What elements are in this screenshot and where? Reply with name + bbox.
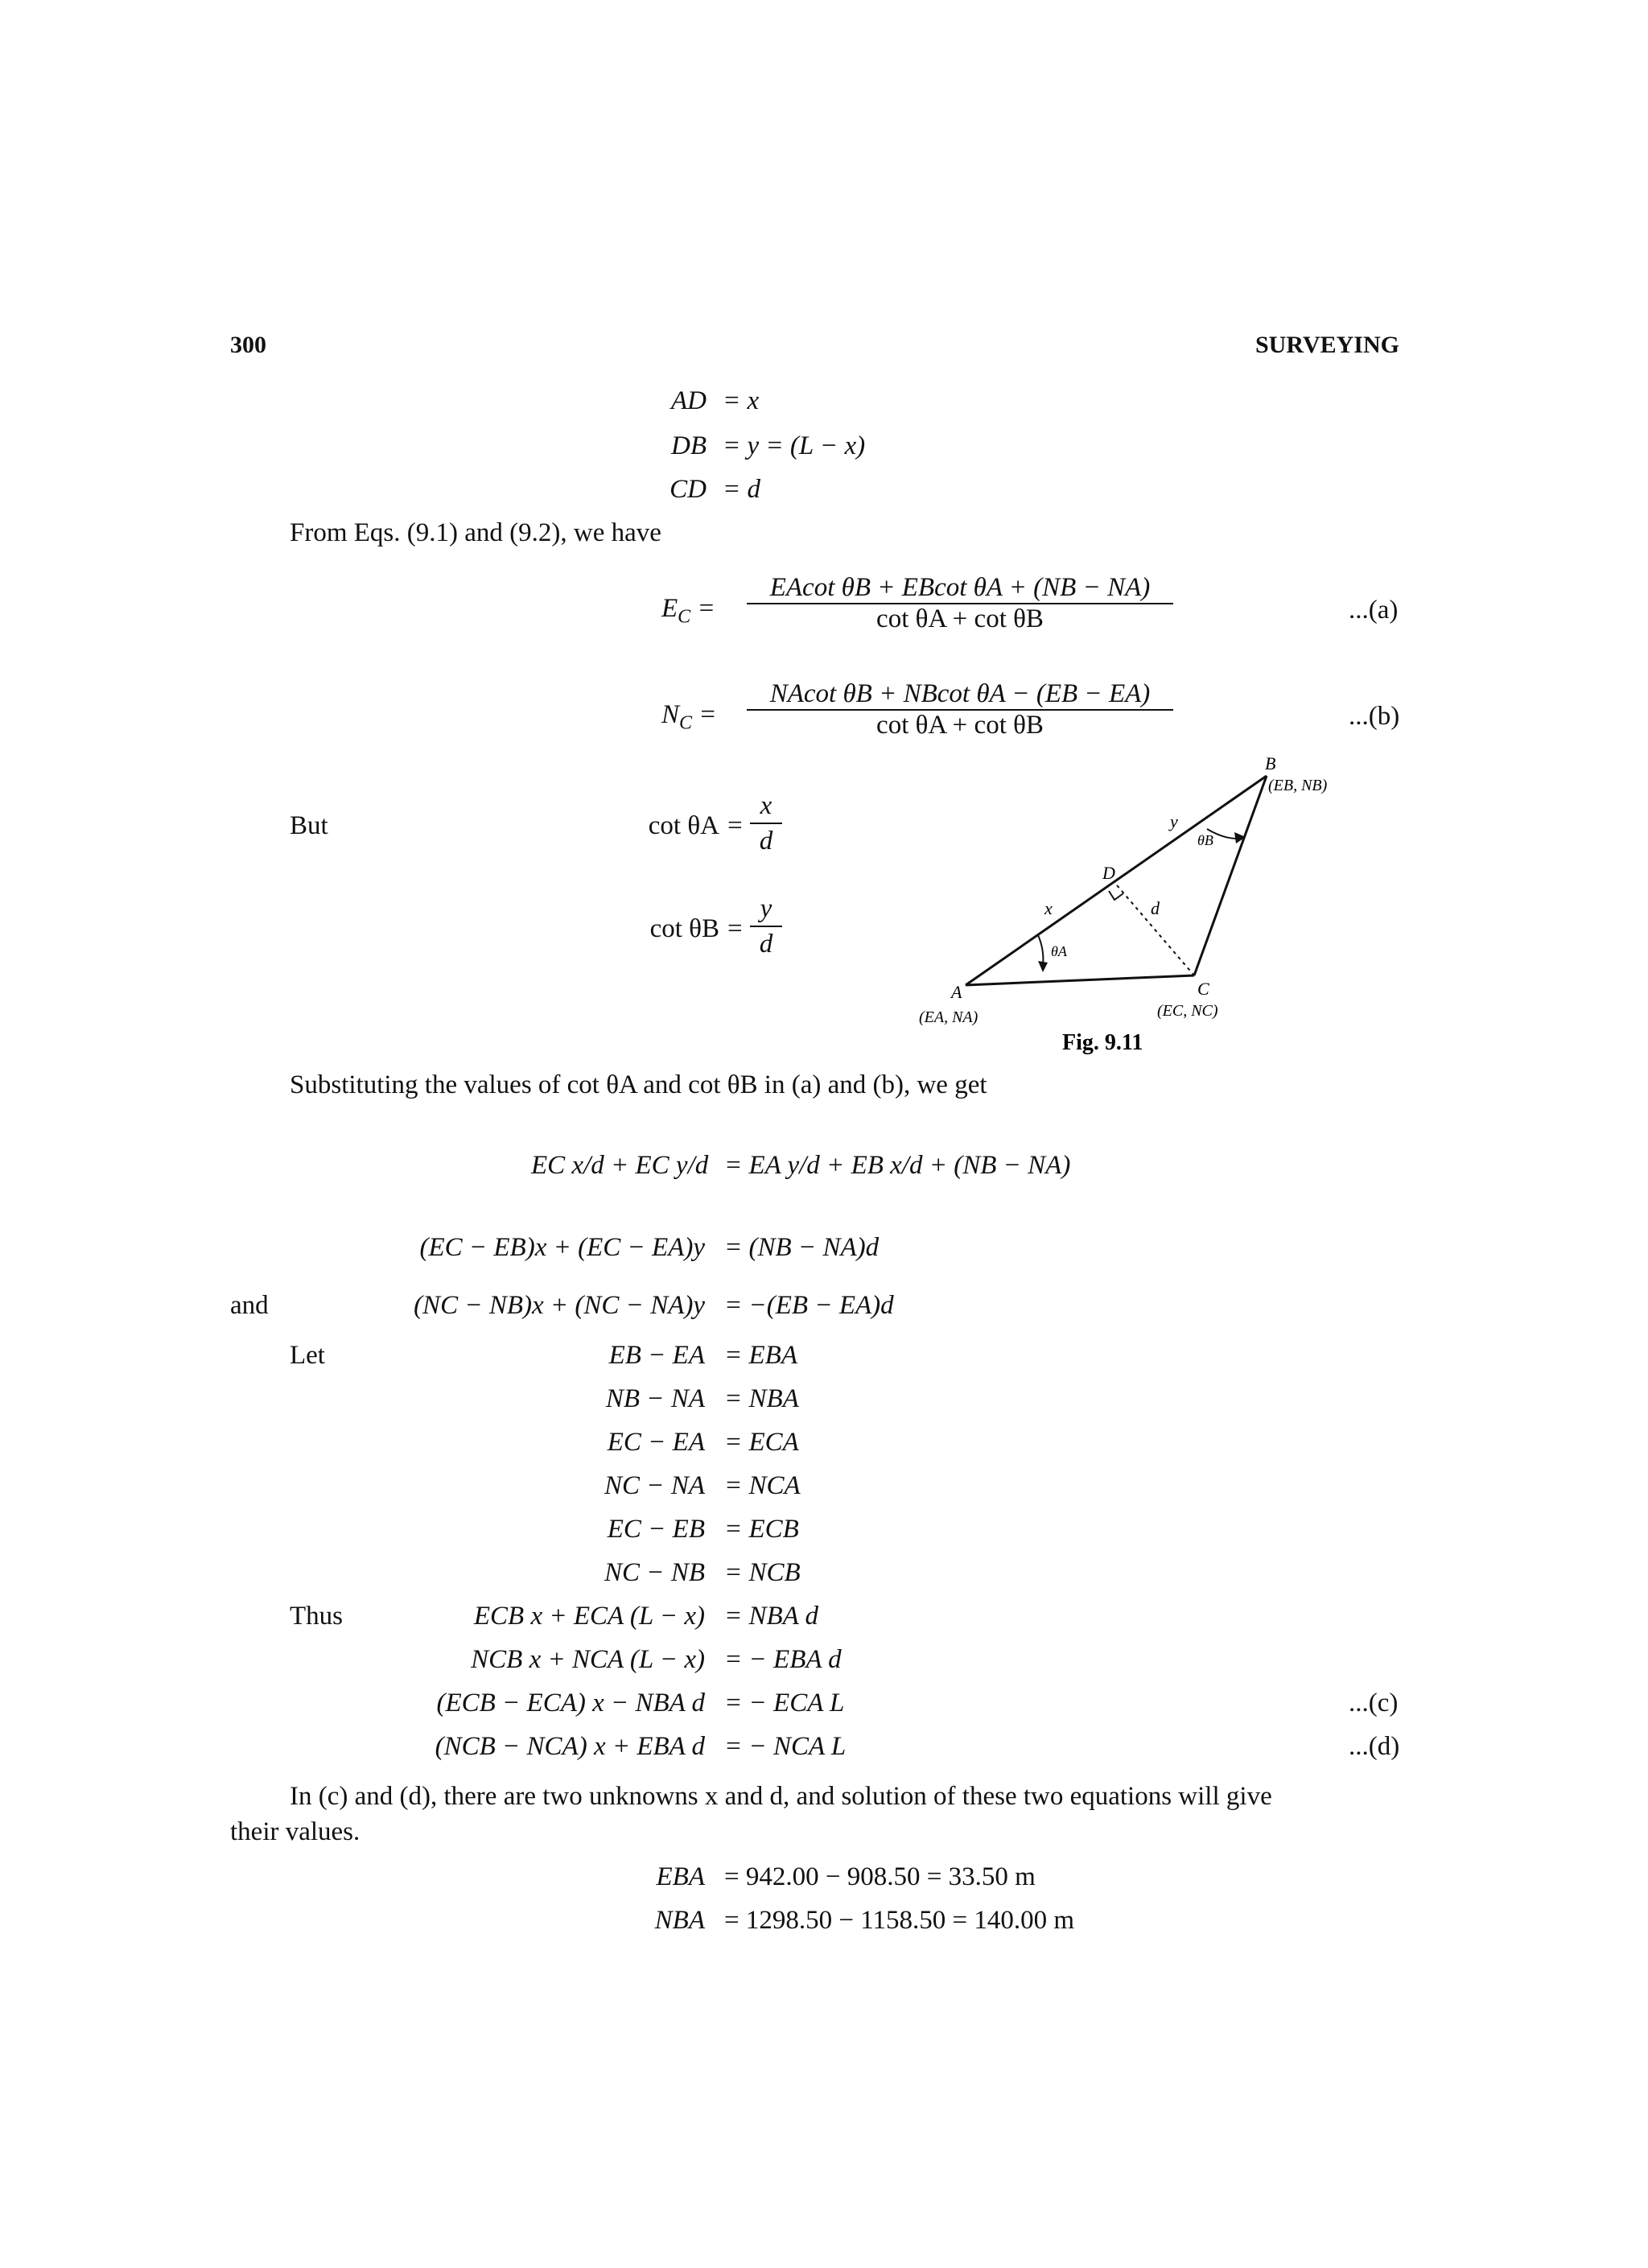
thus-eq-rhs: = − NCA L xyxy=(724,1732,847,1761)
eq-b-fraction xyxy=(747,679,1173,740)
eq-lin2-lhs: (NC − NB)x + (NC − NA)y xyxy=(414,1291,705,1320)
right-angle-mark xyxy=(1109,891,1123,900)
cot-b-fraction xyxy=(750,892,782,961)
let-def-rhs: = NBA xyxy=(724,1384,799,1413)
cot-b-num: y xyxy=(760,894,772,923)
def-ad-rhs: = x xyxy=(723,386,760,415)
and-label: and xyxy=(230,1291,269,1320)
eq-c-tag: ...(c) xyxy=(1349,1689,1399,1717)
label-d: D xyxy=(1102,863,1115,883)
running-title: SURVEYING xyxy=(1255,332,1399,358)
cot-a-den: d xyxy=(759,827,773,856)
value-eba-lhs: EBA xyxy=(656,1862,705,1891)
label-c: C xyxy=(1197,979,1209,999)
value-nba-lhs: NBA xyxy=(654,1906,705,1935)
conclusion-line-2: their values. xyxy=(230,1817,360,1846)
let-def-lhs: NB − NA xyxy=(605,1384,705,1413)
coord-b: (EB, NB) xyxy=(1268,777,1328,794)
eq-lin1-rhs: = (NB − NA)d xyxy=(724,1233,880,1262)
let-def-rhs: = ECB xyxy=(724,1515,799,1544)
eq-lin1-lhs: (EC − EB)x + (EC − EA)y xyxy=(419,1233,705,1262)
cot-b-lhs: cot θB xyxy=(649,914,719,943)
eq-a-lhs: $E_C$ = xyxy=(661,594,715,628)
let-def-rhs: = EBA xyxy=(724,1341,797,1370)
thus-eq-rhs: = − EBA d xyxy=(724,1645,842,1674)
cot-a-equals: = xyxy=(727,811,743,840)
def-ad-lhs: AD xyxy=(671,386,707,415)
thus-label: Thus xyxy=(290,1602,343,1631)
def-db-rhs: = y = (L − x) xyxy=(723,431,866,460)
let-def-lhs: EB − EA xyxy=(608,1341,705,1370)
let-def-rhs: = ECA xyxy=(724,1428,799,1457)
eq-lin2-rhs: = −(EB − EA)d xyxy=(724,1291,894,1320)
but-label: But xyxy=(290,811,328,840)
def-cd-lhs: CD xyxy=(670,475,707,504)
value-nba-rhs: = 1298.50 − 1158.50 = 140.00 m xyxy=(724,1906,1075,1935)
page-number: 300 xyxy=(230,332,266,358)
thus-eq-lhs: ECB x + ECA (L − x) xyxy=(473,1602,705,1631)
def-db-lhs: DB xyxy=(671,431,707,460)
angle-a-label: θA xyxy=(1051,943,1067,959)
cot-a-num: x xyxy=(760,791,772,820)
angle-b-label: θB xyxy=(1197,832,1213,848)
eq-b-lhs: $N_C$ = xyxy=(661,700,717,734)
label-b: B xyxy=(1265,753,1276,773)
eq-b-numerator: NAcot θB + NBcot θA − (EB − EA) xyxy=(769,679,1151,708)
thus-eq-rhs: = NBA d xyxy=(724,1602,818,1631)
eq-a-tag: ...(a) xyxy=(1349,596,1399,625)
cot-a-lhs: cot θA xyxy=(648,811,719,840)
let-def-lhs: NC − NA xyxy=(604,1471,705,1500)
eq-b-tag: ...(b) xyxy=(1349,702,1400,731)
let-def-lhs: EC − EB xyxy=(607,1515,705,1544)
cot-b-den: d xyxy=(759,930,773,959)
angle-b-arrow xyxy=(1234,832,1246,843)
line-ac xyxy=(966,975,1194,985)
eq-a-fraction xyxy=(747,573,1173,634)
eq-d-tag: ...(d) xyxy=(1349,1732,1400,1761)
let-def-rhs: = NCB xyxy=(724,1558,801,1587)
let-def-lhs: EC − EA xyxy=(607,1428,705,1457)
conclusion-line-1: In (c) and (d), there are two unknowns x and d, and solution of these two equations will give xyxy=(290,1782,1272,1811)
let-def-rhs: = NCA xyxy=(724,1471,801,1500)
coord-a: (EA, NA) xyxy=(919,1008,978,1026)
intro-text: From Eqs. (9.1) and (9.2), we have xyxy=(290,518,661,547)
eq-a-numerator: EAcot θB + EBcot θA + (NB − NA) xyxy=(769,573,1151,602)
eq-sub-rhs: = EA y/d + EB x/d + (NB − NA) xyxy=(724,1151,1071,1180)
label-x: x xyxy=(1044,898,1053,918)
substituting-text: Substituting the values of cot θA and cot θB in (a) and (b), we get xyxy=(290,1070,987,1099)
figure-9-11 xyxy=(901,748,1352,1054)
label-d-segment: d xyxy=(1151,898,1160,918)
cot-a-fraction xyxy=(750,789,782,858)
def-cd-rhs: = d xyxy=(723,475,761,504)
line-ab xyxy=(966,776,1267,985)
label-a: A xyxy=(951,982,962,1002)
label-y: y xyxy=(1170,811,1178,831)
figure-caption: Fig. 9.11 xyxy=(1062,1030,1143,1054)
let-label: Let xyxy=(290,1341,325,1370)
let-def-lhs: NC − NB xyxy=(604,1558,705,1587)
line-cb xyxy=(1194,776,1267,975)
coord-c: (EC, NC) xyxy=(1157,1002,1218,1020)
thus-eq-lhs: NCB x + NCA (L − x) xyxy=(471,1645,705,1674)
eq-sub-lhs: EC x/d + EC y/d xyxy=(531,1151,709,1180)
thus-eq-lhs: (NCB − NCA) x + EBA d xyxy=(435,1732,705,1761)
thus-eq-lhs: (ECB − ECA) x − NBA d xyxy=(436,1689,705,1717)
eq-a-denominator: cot θA + cot θB xyxy=(876,604,1044,633)
angle-a-arrow xyxy=(1038,961,1048,972)
thus-eq-rhs: = − ECA L xyxy=(724,1689,845,1717)
value-eba-rhs: = 942.00 − 908.50 = 33.50 m xyxy=(724,1862,1036,1891)
eq-b-denominator: cot θA + cot θB xyxy=(876,711,1044,740)
cot-b-equals: = xyxy=(727,914,743,943)
